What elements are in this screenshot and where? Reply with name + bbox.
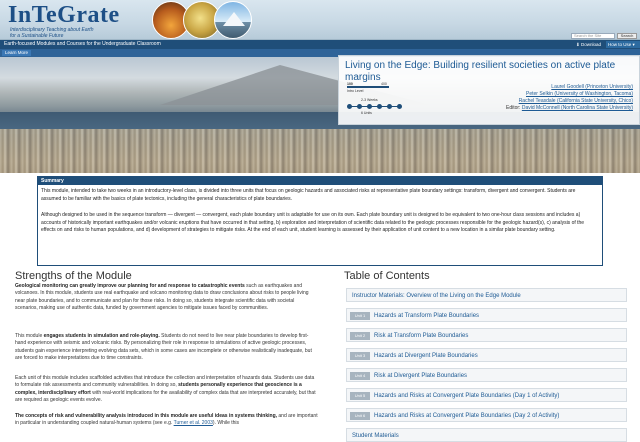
strength-text: This module (15, 333, 44, 339)
strengths-heading: Strengths of the Module (15, 270, 132, 282)
unit-badge: Unit 1 (350, 312, 370, 320)
logo-tagline-1: Interdisciplinary Teaching about Earth (10, 27, 94, 33)
page-title: Living on the Edge: Building resilient societies on active plate margins (345, 60, 616, 83)
strength-text: Students do not need to live near plate boundaries to develop first-hand experience with seismic and volcanic risks. By personalizing their role in response to simulations of active geologic processes, students gain experience interpreting evolving data sets, which in some cases are incomplete or otherwise realistically inadequate, but are forced to make interpretations due to time constraints. (15, 333, 312, 361)
unit-badge: Unit 3 (350, 352, 370, 360)
strength-text: with real-world implications for the availability of complex data that are interpreted accurately, but that are required as geologic events evolve. (15, 389, 316, 403)
toc-item-label[interactable]: Hazards at Divergent Plate Boundaries (374, 353, 478, 359)
unit-count: 6 Units (361, 111, 372, 115)
header-photos (152, 0, 252, 40)
nav-bar (0, 40, 640, 49)
unit-dot (397, 104, 402, 109)
author-list (506, 84, 633, 112)
toc-item-label[interactable]: Instructor Materials: Overview of the Living on the Edge Module (352, 293, 521, 299)
author-link[interactable]: Rachel Teasdale (California State University, Chico) (518, 98, 633, 104)
nav-tagline: Earth-focused Modules and Courses for the Undergraduate Classroom (4, 41, 161, 47)
strength-paragraph (15, 283, 318, 312)
toc-item-label[interactable]: Risk at Divergent Plate Boundaries (374, 373, 468, 379)
toc-item[interactable] (346, 288, 627, 302)
unit-badge: Unit 6 (350, 412, 370, 420)
toc-item-label[interactable]: Hazards and Risks at Convergent Plate Boundaries (Day 2 of Activity) (374, 413, 560, 419)
download-icon: ⬇ (576, 42, 580, 47)
strength-text: Each unit of this module includes scaffolded activities that introduce the collection and interpretation of hazards data. Students use data to formulate risk assessments and community vulnerabilities. In doing so, (15, 375, 315, 389)
toc-heading: Table of Contents (344, 270, 430, 282)
level-high: 400 (381, 82, 387, 86)
level-bar (347, 86, 389, 88)
unit-badge: Unit 5 (350, 392, 370, 400)
duration-weeks: 2-3 Weeks (361, 98, 378, 102)
summary-heading: Summary (38, 177, 602, 185)
toc-item-label[interactable]: Student Materials (352, 433, 399, 439)
hero-city (0, 129, 640, 173)
chevron-down-icon: ▾ (632, 42, 635, 47)
learn-more-button[interactable]: Learn More (2, 50, 31, 56)
strength-text: such as earthquakes and volcanoes. In this module, students use real earthquake and volcano monitoring data to draw conclusions about risks to people living near plate boundaries, and to communicate and plan for those risks. In doing so, students integrate scientific data with societal scenarios, making use of authentic data, funded by government agencies to mitigate issues faced by communities. (15, 283, 309, 311)
strength-emphasis: students personally experience that geoscience is a complex, interdisciplinary effort (15, 382, 302, 396)
site-header (0, 0, 640, 40)
author-link[interactable]: Peter Selkin (University of Washington, Tacoma) (526, 91, 633, 97)
unit-badge: Unit 2 (350, 332, 370, 340)
citation-link[interactable]: Turner et al. 2003 (173, 420, 213, 427)
toc-item[interactable] (346, 388, 627, 402)
unit-dot (347, 104, 352, 109)
level-label: Intro Level (347, 89, 364, 93)
summary-box (37, 176, 603, 266)
unit-badge: Unit 4 (350, 372, 370, 380)
strength-text: ). While this (212, 420, 240, 427)
editor-link[interactable]: David McConnell (North Carolina State University) (521, 105, 633, 111)
strength-emphasis: engages students in simulation and role-playing. (43, 333, 160, 339)
header-photo-mountain (214, 1, 252, 39)
summary-paragraph: Although designed to be used in the sequence transform — divergent — convergent, each plate boundary unit is adaptable for use on its own. Each plate boundary unit is designed to be equivalent to two one-hour class sessions and includes a) accounts of historically important earthquakes and/or volcanic eruptions that have occurred in that setting, b) exploration and interpretation of scientific data related to the geologic processes responsible for the geologic hazard(s), c) analysis of the effects on and risks to human populations, and d) development of strategies to mitigate risks. At the end of each unit, student learning is assessed by their application of unit content to a new location in a similar plate boundary setting. (41, 212, 585, 233)
strength-emphasis: The concepts of risk and vulnerability analysis introduced in this module are useful ideas in systems thinking, (15, 413, 278, 419)
toc-item[interactable] (346, 308, 627, 322)
download-label: Download (581, 42, 602, 47)
author-link[interactable]: Laurel Goodell (Princeton University) (551, 84, 633, 90)
how-to-use-button[interactable] (606, 41, 640, 48)
level-low: 100 (347, 82, 353, 86)
download-button[interactable] (574, 41, 604, 48)
strength-paragraph (15, 375, 318, 404)
toc-item[interactable] (346, 408, 627, 422)
strength-paragraph (15, 413, 318, 428)
how-to-use-label: How to Use (608, 42, 632, 47)
summary-paragraph: This module, intended to take two weeks in an introductory-level class, is divided into three units that focus on geologic hazards and associated risks at representative plate boundary settings: transform, divergent and convergent. Students are assumed to be familiar with the basics of plate tectonics, including the general characteristics of plate boundaries. (41, 188, 576, 202)
toc-item[interactable] (346, 368, 627, 382)
logo-title: InTeGrate (8, 2, 120, 28)
units-indicator (347, 104, 402, 110)
search-button[interactable]: Search (617, 33, 637, 39)
unit-dot (367, 104, 372, 109)
strength-emphasis: Geological monitoring can greatly improve our planning for and response to catastrophic events (15, 283, 245, 289)
toc-item[interactable] (346, 428, 627, 442)
toc-item-label[interactable]: Risk at Transform Plate Boundaries (374, 333, 469, 339)
search-input[interactable]: Search the Site (571, 33, 615, 39)
site-logo[interactable] (8, 3, 153, 37)
strength-paragraph (15, 333, 318, 362)
editor-prefix: Editor: (506, 105, 522, 111)
module-title-panel (338, 55, 640, 125)
toc-item[interactable] (346, 328, 627, 342)
toc-item[interactable] (346, 348, 627, 362)
unit-dot (357, 104, 362, 109)
toc-item-label[interactable]: Hazards and Risks at Convergent Plate Boundaries (Day 1 of Activity) (374, 393, 560, 399)
strength-text: and are important in particular in understanding coupled natural-human systems (see e.g. (15, 413, 318, 427)
unit-dot (377, 104, 382, 109)
unit-dot (387, 104, 392, 109)
logo-tagline-2: for a Sustainable Future (10, 33, 64, 39)
toc-item-label[interactable]: Hazards at Transform Plate Boundaries (374, 313, 480, 319)
